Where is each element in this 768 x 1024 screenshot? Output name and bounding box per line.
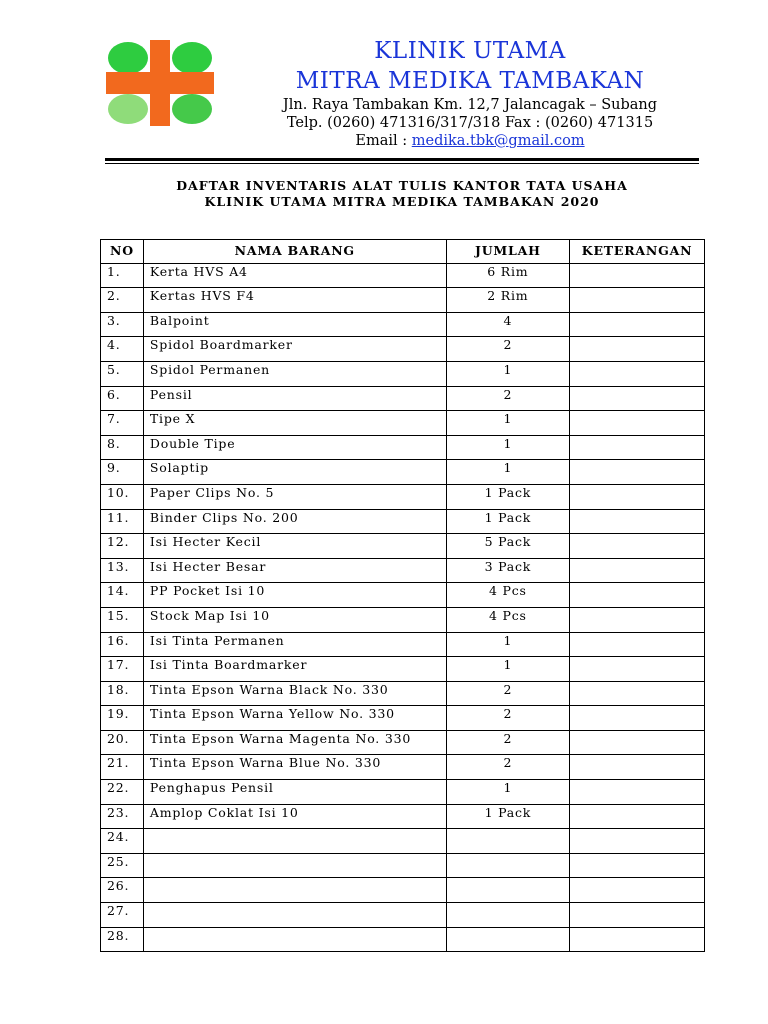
row-qty: 1 <box>446 460 569 485</box>
row-name <box>143 853 446 878</box>
header-no: NO <box>101 240 144 264</box>
table-row <box>101 509 705 534</box>
logo-circle-bottom-left <box>108 94 148 124</box>
row-note <box>570 337 705 362</box>
table-row <box>101 927 705 952</box>
row-qty: 2 Rim <box>446 288 569 313</box>
row-no: 24. <box>101 829 144 854</box>
row-name: Penghapus Pensil <box>143 780 446 805</box>
row-qty <box>446 878 569 903</box>
row-qty: 1 Pack <box>446 484 569 509</box>
document-title-line2: KLINIK UTAMA MITRA MEDIKA TAMBAKAN 2020 <box>204 194 600 209</box>
table-row <box>101 361 705 386</box>
table-row <box>101 558 705 583</box>
row-note <box>570 657 705 682</box>
email-label: Email : <box>355 133 412 149</box>
row-no: 16. <box>101 632 144 657</box>
row-note <box>570 312 705 337</box>
row-no: 15. <box>101 607 144 632</box>
logo-circle-top-right <box>172 42 212 74</box>
row-note <box>570 804 705 829</box>
table-row <box>101 312 705 337</box>
letterhead <box>220 36 720 150</box>
row-qty: 2 <box>446 386 569 411</box>
row-no: 27. <box>101 903 144 928</box>
row-qty: 2 <box>446 337 569 362</box>
table-row <box>101 780 705 805</box>
row-no: 4. <box>101 337 144 362</box>
row-no: 3. <box>101 312 144 337</box>
row-qty: 2 <box>446 681 569 706</box>
document-title <box>100 178 704 210</box>
row-no: 22. <box>101 780 144 805</box>
row-name: Kertas HVS F4 <box>143 288 446 313</box>
row-name <box>143 878 446 903</box>
row-note <box>570 632 705 657</box>
row-note <box>570 534 705 559</box>
row-name: Solaptip <box>143 460 446 485</box>
row-name: Isi Tinta Permanen <box>143 632 446 657</box>
row-qty: 4 Pcs <box>446 583 569 608</box>
row-note <box>570 411 705 436</box>
row-name: Isi Tinta Boardmarker <box>143 657 446 682</box>
table-row <box>101 681 705 706</box>
row-no: 11. <box>101 509 144 534</box>
row-no: 1. <box>101 263 144 288</box>
header-note: KETERANGAN <box>570 240 705 264</box>
clinic-address: Jln. Raya Tambakan Km. 12,7 Jalancagak – Subang <box>282 97 658 113</box>
row-qty: 1 <box>446 435 569 460</box>
row-qty: 1 Pack <box>446 804 569 829</box>
table-row <box>101 804 705 829</box>
row-name <box>143 927 446 952</box>
row-qty: 2 <box>446 706 569 731</box>
table-row <box>101 435 705 460</box>
row-name: Stock Map Isi 10 <box>143 607 446 632</box>
row-note <box>570 583 705 608</box>
row-name <box>143 903 446 928</box>
clinic-name-line1: KLINIK UTAMA <box>374 38 566 64</box>
row-no: 20. <box>101 730 144 755</box>
table-row <box>101 534 705 559</box>
row-no: 17. <box>101 657 144 682</box>
row-name: Tipe X <box>143 411 446 436</box>
header-qty: JUMLAH <box>446 240 569 264</box>
table-row <box>101 657 705 682</box>
row-name: Double Tipe <box>143 435 446 460</box>
row-no: 19. <box>101 706 144 731</box>
row-name <box>143 829 446 854</box>
table-row <box>101 411 705 436</box>
row-note <box>570 706 705 731</box>
row-no: 26. <box>101 878 144 903</box>
table-row <box>101 829 705 854</box>
row-qty: 2 <box>446 730 569 755</box>
row-no: 14. <box>101 583 144 608</box>
letterhead-divider-thin <box>105 163 699 164</box>
clinic-cross-logo <box>106 40 214 126</box>
document-title-line1: DAFTAR INVENTARIS ALAT TULIS KANTOR TATA USAHA <box>176 178 628 193</box>
logo-circle-top-left <box>108 42 148 74</box>
row-note <box>570 288 705 313</box>
inventory-table <box>100 239 705 952</box>
row-qty: 1 <box>446 657 569 682</box>
row-note <box>570 509 705 534</box>
row-note <box>570 927 705 952</box>
table-row <box>101 755 705 780</box>
row-qty <box>446 853 569 878</box>
row-qty: 5 Pack <box>446 534 569 559</box>
row-no: 9. <box>101 460 144 485</box>
table-row <box>101 583 705 608</box>
row-name: Amplop Coklat Isi 10 <box>143 804 446 829</box>
row-name: Paper Clips No. 5 <box>143 484 446 509</box>
clinic-name-line2: MITRA MEDIKA TAMBAKAN <box>295 68 645 94</box>
logo-circle-bottom-right <box>172 94 212 124</box>
email-link[interactable]: medika.tbk@gmail.com <box>411 133 585 149</box>
row-name: Spidol Boardmarker <box>143 337 446 362</box>
header-name: NAMA BARANG <box>143 240 446 264</box>
row-note <box>570 386 705 411</box>
row-name: Isi Hecter Besar <box>143 558 446 583</box>
row-note <box>570 460 705 485</box>
table-row <box>101 460 705 485</box>
row-no: 12. <box>101 534 144 559</box>
row-name: Tinta Epson Warna Yellow No. 330 <box>143 706 446 731</box>
row-note <box>570 435 705 460</box>
row-no: 10. <box>101 484 144 509</box>
table-row <box>101 853 705 878</box>
row-qty: 1 <box>446 780 569 805</box>
row-qty: 4 Pcs <box>446 607 569 632</box>
table-row <box>101 337 705 362</box>
row-name: Kerta HVS A4 <box>143 263 446 288</box>
row-note <box>570 878 705 903</box>
row-qty: 1 Pack <box>446 509 569 534</box>
row-qty: 1 <box>446 361 569 386</box>
letterhead-divider-thick <box>105 158 699 161</box>
row-name: Binder Clips No. 200 <box>143 509 446 534</box>
row-note <box>570 903 705 928</box>
row-no: 18. <box>101 681 144 706</box>
table-row <box>101 706 705 731</box>
table-row <box>101 484 705 509</box>
row-no: 13. <box>101 558 144 583</box>
row-qty <box>446 903 569 928</box>
row-qty: 6 Rim <box>446 263 569 288</box>
logo-cross-horizontal <box>106 72 214 94</box>
row-note <box>570 730 705 755</box>
row-name: Balpoint <box>143 312 446 337</box>
row-no: 21. <box>101 755 144 780</box>
row-note <box>570 780 705 805</box>
row-qty: 3 Pack <box>446 558 569 583</box>
row-qty: 1 <box>446 411 569 436</box>
table-body <box>101 263 705 952</box>
row-note <box>570 607 705 632</box>
clinic-email-line <box>220 132 720 150</box>
row-no: 28. <box>101 927 144 952</box>
row-name: Tinta Epson Warna Black No. 330 <box>143 681 446 706</box>
table-header-row <box>101 240 705 264</box>
row-qty: 1 <box>446 632 569 657</box>
row-no: 6. <box>101 386 144 411</box>
clinic-phone: Telp. (0260) 471316/317/318 Fax : (0260) 471315 <box>286 115 654 131</box>
row-no: 5. <box>101 361 144 386</box>
row-qty: 4 <box>446 312 569 337</box>
row-note <box>570 755 705 780</box>
table-row <box>101 878 705 903</box>
row-no: 25. <box>101 853 144 878</box>
row-qty <box>446 829 569 854</box>
row-no: 23. <box>101 804 144 829</box>
row-note <box>570 361 705 386</box>
table-row <box>101 263 705 288</box>
table-row <box>101 386 705 411</box>
row-name: Spidol Permanen <box>143 361 446 386</box>
table-row <box>101 903 705 928</box>
row-note <box>570 829 705 854</box>
table-row <box>101 632 705 657</box>
table-row <box>101 730 705 755</box>
row-note <box>570 853 705 878</box>
row-qty <box>446 927 569 952</box>
row-note <box>570 558 705 583</box>
table-row <box>101 607 705 632</box>
table-row <box>101 288 705 313</box>
row-name: Tinta Epson Warna Blue No. 330 <box>143 755 446 780</box>
row-note <box>570 681 705 706</box>
row-no: 7. <box>101 411 144 436</box>
row-name: Pensil <box>143 386 446 411</box>
row-qty: 2 <box>446 755 569 780</box>
row-note <box>570 263 705 288</box>
row-no: 8. <box>101 435 144 460</box>
row-no: 2. <box>101 288 144 313</box>
row-name: Isi Hecter Kecil <box>143 534 446 559</box>
row-name: Tinta Epson Warna Magenta No. 330 <box>143 730 446 755</box>
row-note <box>570 484 705 509</box>
row-name: PP Pocket Isi 10 <box>143 583 446 608</box>
